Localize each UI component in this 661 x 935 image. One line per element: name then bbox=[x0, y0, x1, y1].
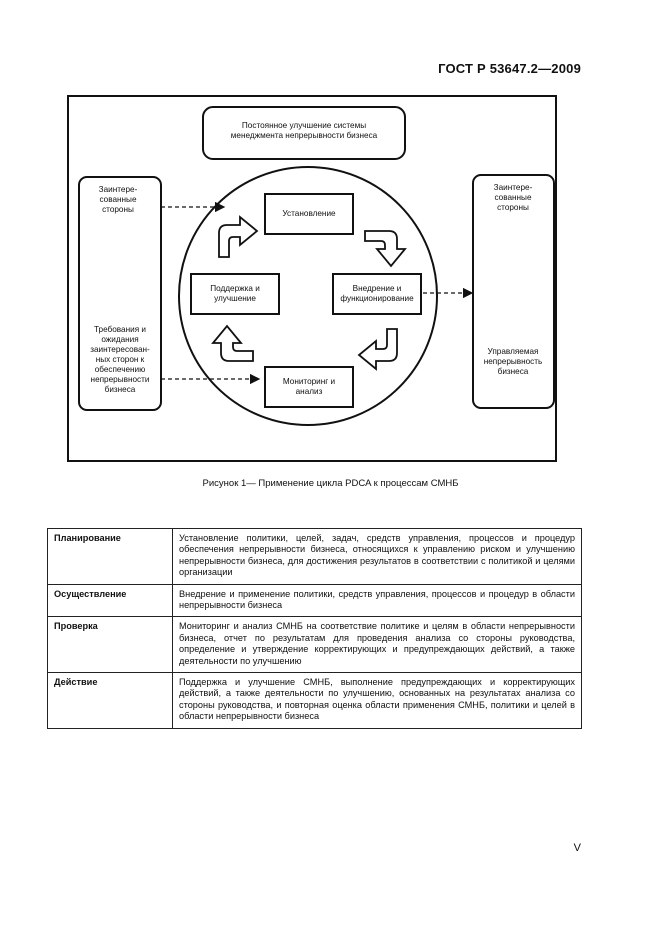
right-panel-bottom-text: Управляемая непрерывность бизнеса bbox=[483, 347, 543, 376]
left-panel-top-text: Заинтере-сованные стороны bbox=[98, 185, 138, 214]
phase-cell: Осуществление bbox=[48, 584, 173, 617]
phase-cell: Проверка bbox=[48, 617, 173, 673]
description-cell: Внедрение и применение политики, средств управления, процессов и процедур в области непрерывности бизнеса bbox=[173, 584, 582, 617]
phase-cell: Действие bbox=[48, 673, 173, 729]
right-panel-top-text: Заинтере-сованные стороны bbox=[493, 183, 533, 212]
table-row bbox=[48, 584, 582, 617]
pdca-figure bbox=[67, 95, 557, 462]
pdca-diagram bbox=[69, 97, 559, 464]
do-label: Внедрение и функционирование bbox=[340, 284, 414, 303]
phase-cell: Планирование bbox=[48, 529, 173, 585]
description-cell: Мониторинг и анализ СМНБ на соответствие политике и целям в области непрерывности бизнеса, отчет по результатам для проведения анализа со стороны руководства, определение и утверждение корректирующих и предупреждающих действий, а также деятельности по улучшению bbox=[173, 617, 582, 673]
left-panel-bottom-text: Требования и ожидания заинтересован-ных сторон к обеспечению непрерывности бизнеса bbox=[90, 325, 150, 394]
description-cell: Установление политики, целей, задач, средств управления, процессов и процедур обеспечения непрерывности бизнеса, относящихся к управлению риском и улучшению непрерывности бизнеса, для достижения результатов в соответствии с политикой и целями организации bbox=[173, 529, 582, 585]
page-number: V bbox=[573, 842, 581, 854]
description-cell: Поддержка и улучшение СМНБ, выполнение предупреждающих и корректирующих действий, а также деятельности по улучшению, основанных на результатах анализа со стороны руководства, и повторная оценка области применения СМНБ, политики и целей в области непрерывности бизнеса bbox=[173, 673, 582, 729]
document-code: ГОСТ Р 53647.2—2009 bbox=[438, 61, 581, 76]
table-row bbox=[48, 673, 582, 729]
check-label: Мониторинг и анализ bbox=[282, 377, 336, 396]
act-label: Поддержка и улучшение bbox=[210, 284, 260, 303]
plan-label: Установление bbox=[282, 209, 336, 218]
top-box-text: Постоянное улучшение системы менеджмента непрерывности бизнеса bbox=[230, 121, 378, 140]
table-row bbox=[48, 617, 582, 673]
pdca-table bbox=[47, 528, 582, 729]
figure-caption: Рисунок 1— Применение цикла PDCA к процессам СМНБ bbox=[202, 478, 459, 489]
table-row bbox=[48, 529, 582, 585]
